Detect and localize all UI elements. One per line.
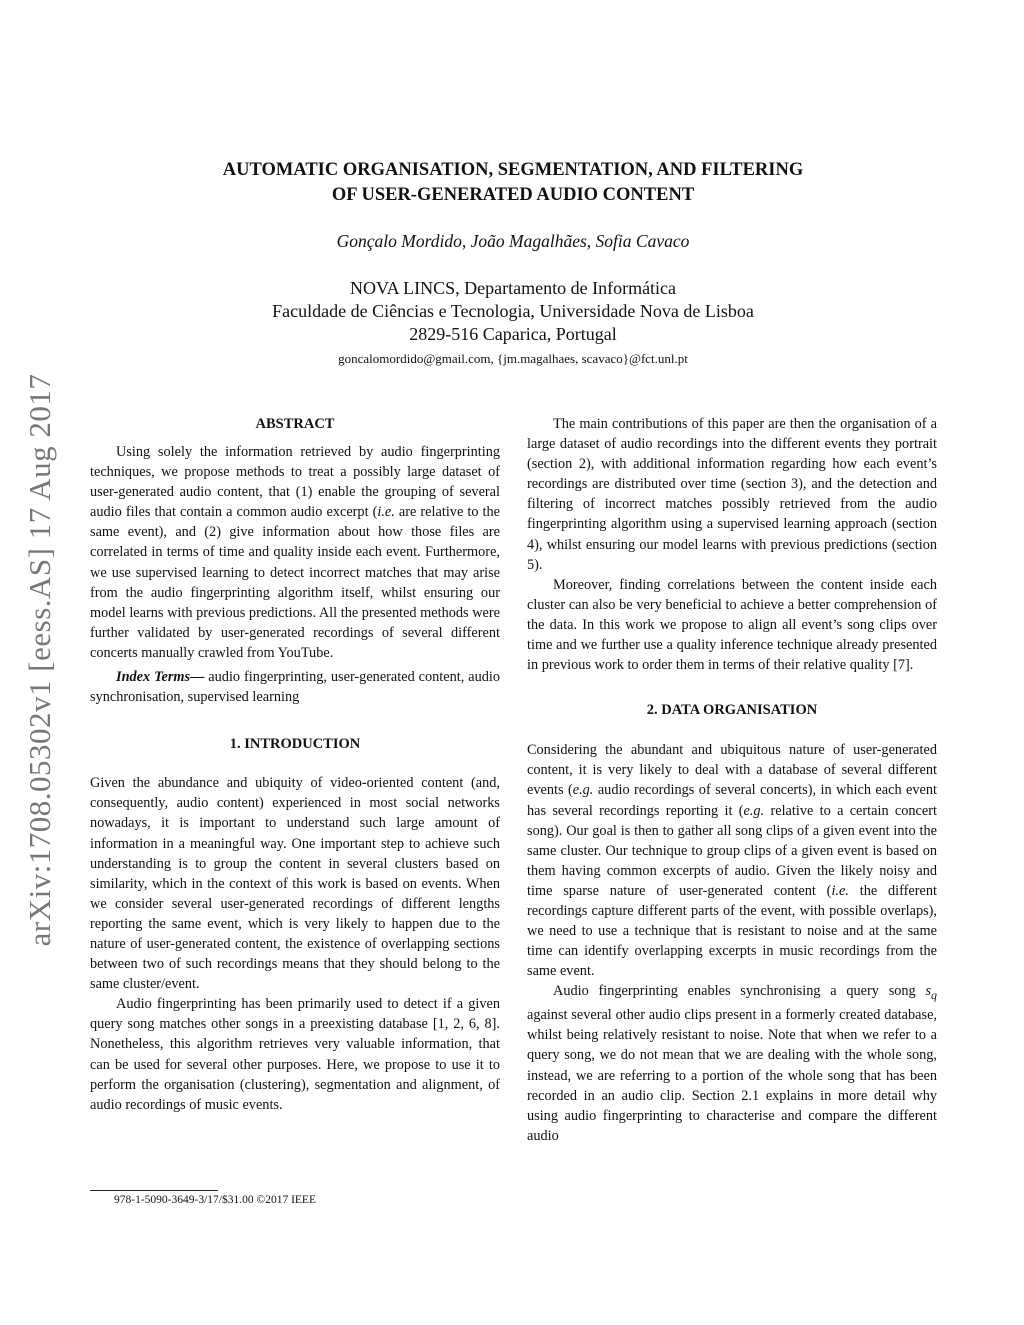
- abstract-heading: ABSTRACT: [255, 416, 335, 432]
- title-line-2: OF USER-GENERATED AUDIO CONTENT: [331, 185, 695, 205]
- index-terms-label: Index Terms—: [116, 669, 205, 686]
- arxiv-stamp: [10, 340, 70, 980]
- footnote-divider: [90, 1190, 218, 1191]
- paper-title: [130, 158, 896, 208]
- data-org-paragraph-1: Considering the abundant and ubiquitous nature of user-generated content, it is very likely to deal with a database of several different events (e.g. audio recordings of several concerts), in which each event has several recordings reporting it (e.g. relative to a certain concert song). Our goal is then to gather all song clips of a given event into the same cluster. Our technique to group clips of a given event is based on them having common excerpts of audio. Given the likely noisy and time sparse nature of user-generated content (i.e. the different recordings capture different parts of the event, with possible overlaps), we need to use a technique that is resistant to noise and at the same time can identify overlapping excerpts in music recordings from the same event.: [527, 742, 938, 980]
- intro-paragraph-1: Given the abundance and ubiquity of video-oriented content (and, consequently, audio content) experienced in most social networks nowadays, it is important to understand such large amount of information in a meaningful way. One important step to achieve such understanding is to group the content in several clusters based on similarity, which in the context of this work is based on events. When we consider several user-generated recordings of different lengths reporting the same event, which is very likely to happen due to the nature of user-generated content, the existence of overlapping sections between two of such recordings means that they should belong to the same cluster/event.: [90, 775, 500, 993]
- arxiv-stamp-text: arXiv:1708.05302v1 [eess.AS] 17 Aug 2017: [22, 373, 57, 947]
- abstract-body: Using solely the information retrieved by audio fingerprinting techniques, we propose methods to treat a possibly large dataset of user-generated audio content, that (1) enable the grouping of several audio files that contain a common audio excerpt (i.e. are relative to the same event), and (2) give information about how those files are correlated in terms of time and quality inside each event. Furthermore, we use supervised learning to detect incorrect matches that may arise from the audio fingerprinting algorithm itself, whilst ensuring our model learns with previous predictions. All the presented methods were further validated by user-generated recordings of several different concerts manually crawled from YouTube.: [90, 444, 500, 661]
- right-column: [527, 414, 937, 1146]
- data-org-paragraph-2: Audio fingerprinting enables synchronising a query song $s_q$ against several other audio clips present in a formerly created database, whilst being relatively resistant to noise. Note that when we refer to a query song, we do not mean that we are dealing with the whole song, instead, we are referring to a portion of the whole song that has been recorded in an audio clip. Section 2.1 explains in more detail why using audio fingerprinting to characterise and compare the different audio: [527, 983, 937, 1144]
- affiliation-line-2: Faculdade de Ciências e Tecnologia, Universidade Nova de Lisboa: [272, 301, 754, 321]
- correlations-paragraph: Moreover, finding correlations between the content inside each cluster can also be very beneficial to achieve a better comprehension of the data. In this work we propose to align all event’s song clips over time and we further use a quality inference technique already presented in previous work to order them in terms of their relative quality [7].: [527, 576, 937, 674]
- affiliation: [130, 277, 896, 346]
- affiliation-line-1: NOVA LINCS, Departamento de Informática: [349, 278, 677, 298]
- introduction-heading: 1. INTRODUCTION: [229, 736, 361, 753]
- author-emails: goncalomordido@gmail.com, {jm.magalhaes, scavaco}@fct.unl.pt: [338, 351, 688, 366]
- data-organisation-heading: 2. DATA ORGANISATION: [646, 702, 818, 719]
- contributions-paragraph: The main contributions of this paper are then the organisation of a large dataset of audio recordings into the different events they portrait (section 2), with additional information regarding how each event’s recordings are distributed over time (section 3), and the detection and filtering of incorrect matches possibly retrieved from the audio fingerprinting algorithm using a supervised learning approach (section 4), whilst ensuring our model learns with previous predictions (section 5).: [527, 416, 937, 573]
- author-list: Gonçalo Mordido, João Magalhães, Sofia Cavaco: [336, 231, 690, 251]
- title-line-1: AUTOMATIC ORGANISATION, SEGMENTATION, AND FILTERING: [222, 160, 804, 180]
- copyright-footnote: 978-1-5090-3649-3/17/$31.00 ©2017 IEEE: [114, 1194, 316, 1206]
- index-terms: Index Terms— audio fingerprinting, user-generated content, audio synchronisation, supervised learning: [90, 669, 500, 706]
- query-song-symbol: s: [925, 983, 932, 1000]
- left-column: [90, 414, 500, 1115]
- affiliation-line-3: 2829-516 Caparica, Portugal: [409, 324, 617, 344]
- intro-paragraph-2: Audio fingerprinting has been primarily used to detect if a given query song matches other songs in a preexisting database [1, 2, 6, 8]. Nonetheless, this algorithm retrieves very valuable information, that can be used for several other purposes. Here, we propose to use it to perform the organisation (clustering), segmentation and alignment, of audio recordings of music events.: [90, 996, 500, 1113]
